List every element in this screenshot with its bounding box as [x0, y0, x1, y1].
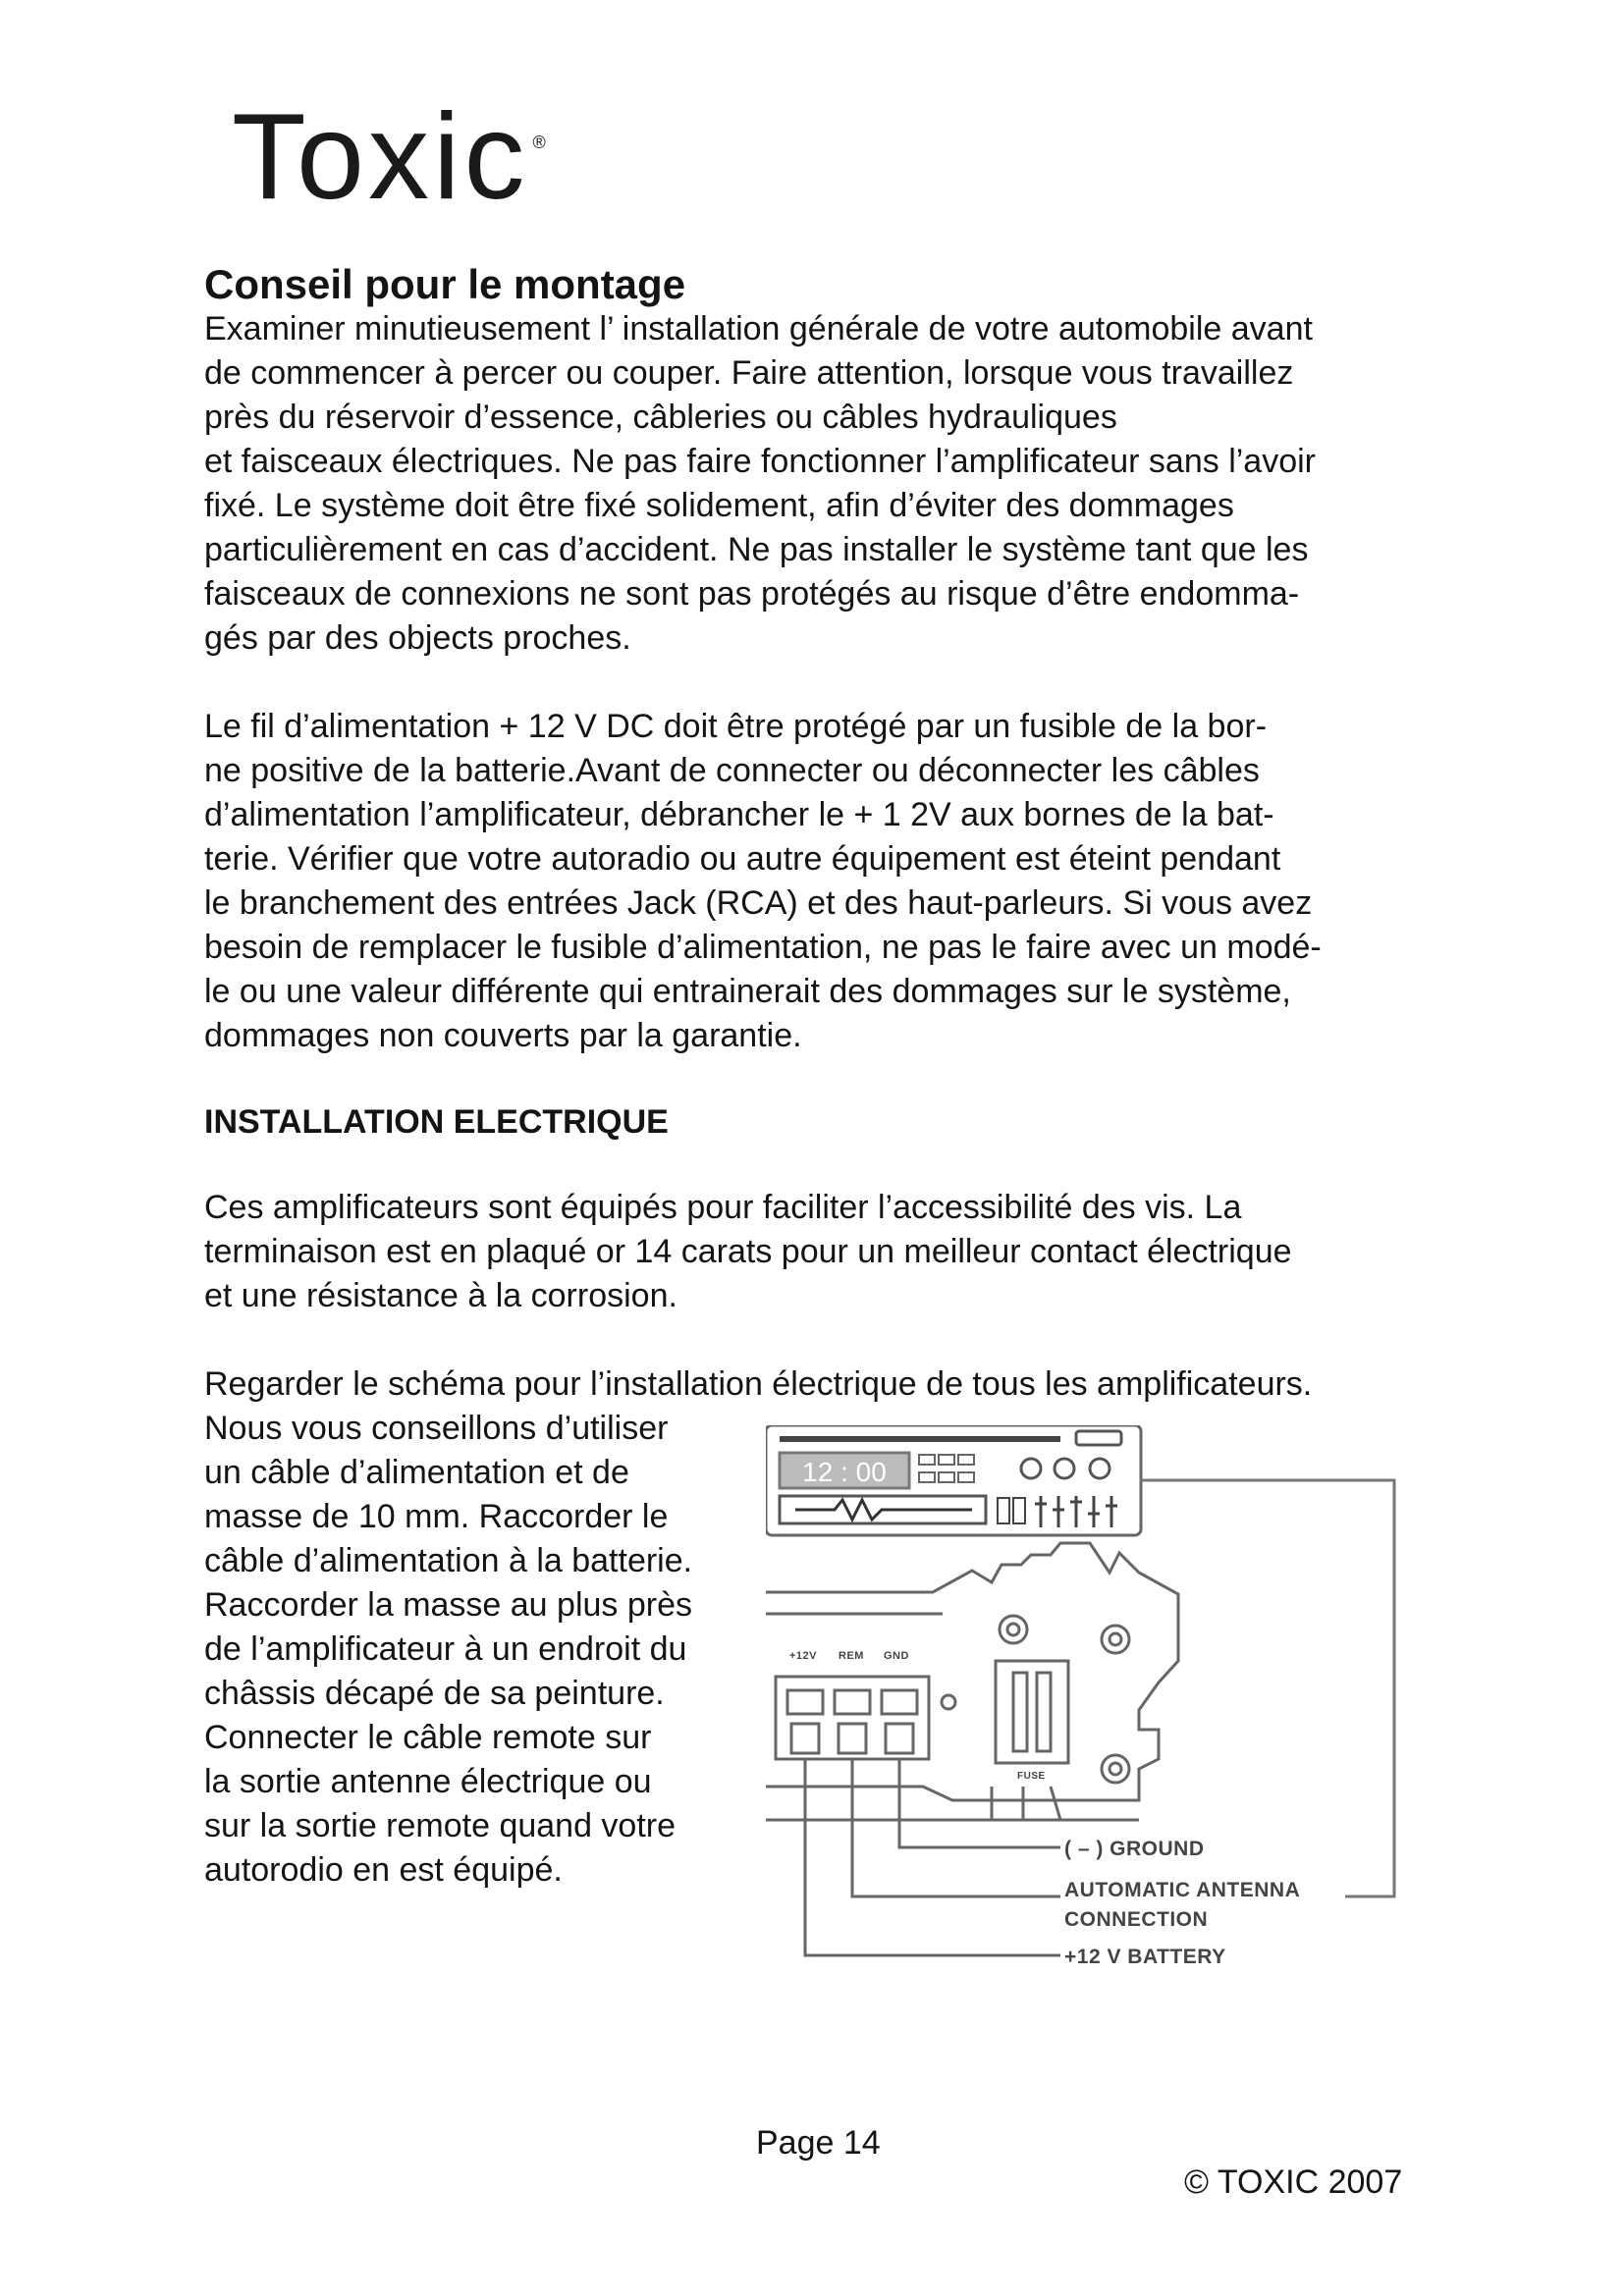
toxic-logo — [232, 89, 550, 225]
text-line: fixé. Le système doit être fixé solidement, afin d’éviter des dommages — [204, 487, 1234, 524]
fuse-label: FUSE — [1017, 1771, 1046, 1782]
section-title-montage: Conseil pour le montage — [204, 261, 686, 307]
text-line: câble d’alimentation à la batterie. — [204, 1542, 693, 1579]
text-line: et une résistance à la corrosion. — [204, 1277, 677, 1314]
text-line: Ces amplificateurs sont équipés pour faciliter l’accessibilité des vis. La — [204, 1189, 1242, 1226]
copyright: © TOXIC 2007 — [1184, 2163, 1403, 2201]
text-line: près du réservoir d’essence, câbleries ou câbles hydrauliques — [204, 399, 1117, 436]
antenna-label-line1: AUTOMATIC ANTENNA — [1064, 1879, 1301, 1901]
terminal-label-12v: +12V — [789, 1650, 817, 1662]
radio-display-text: 12 : 00 — [802, 1457, 887, 1487]
terminal-label-gnd: GND — [884, 1650, 909, 1662]
text-line: besoin de remplacer le fusible d’alimentation, ne pas le faire avec un modé- — [204, 929, 1322, 966]
text-line: Examiner minutieusement l’ installation générale de votre automobile avant — [204, 310, 1313, 347]
text-line: faisceaux de connexions ne sont pas protégés au risque d’être endomma- — [204, 575, 1300, 613]
text-line: sur la sortie remote quand votre — [204, 1807, 677, 1844]
text-line: particulièrement en cas d’accident. Ne pas installer le système tant que les — [204, 531, 1309, 568]
logo-text: Toxic — [232, 89, 529, 225]
text-line: de l’amplificateur à un endroit du — [204, 1630, 687, 1668]
text-line: d’alimentation l’amplificateur, débrancher le + 1 2V aux bornes de la bat- — [204, 796, 1274, 833]
text-line: terminaison est en plaqué or 14 carats pour un meilleur contact électrique — [204, 1233, 1292, 1270]
text-line: le ou une valeur différente qui entrainerait des dommages sur le système, — [204, 973, 1291, 1010]
remote-wire — [1141, 1480, 1394, 1896]
battery-label: +12 V BATTERY — [1064, 1946, 1226, 1968]
text-line: châssis décapé de sa peinture. — [204, 1675, 665, 1712]
text-line: ne positive de la batterie.Avant de connecter ou déconnecter les câbles — [204, 752, 1260, 789]
ground-label: ( – ) GROUND — [1064, 1838, 1205, 1860]
text-line: la sortie antenne électrique ou — [204, 1763, 652, 1800]
wiring-diagram — [766, 1425, 1414, 1985]
text-line: masse de 10 mm. Raccorder le — [204, 1498, 669, 1535]
text-line: Connecter le câble remote sur — [204, 1719, 652, 1756]
text-line: gés par des objects proches. — [204, 619, 631, 657]
amplifier-illustration — [766, 1543, 1178, 1820]
text-line: Raccorder la masse au plus près — [204, 1586, 693, 1624]
text-line: Regarder le schéma pour l’installation électrique de tous les amplificateurs. — [204, 1365, 1313, 1403]
terminal-label-rem: REM — [839, 1650, 864, 1662]
text-line: et faisceaux électriques. Ne pas faire fonctionner l’amplificateur sans l’avoir — [204, 443, 1316, 480]
car-radio-illustration — [766, 1425, 1141, 1535]
text-line: Nous vous conseillons d’utiliser — [204, 1410, 669, 1447]
text-line: un câble d’alimentation et de — [204, 1454, 629, 1491]
text-line: de commencer à percer ou couper. Faire attention, lorsque vous travaillez — [204, 354, 1294, 392]
registered-mark: ® — [532, 133, 550, 152]
text-line: autorodio en est équipé. — [204, 1851, 563, 1889]
text-line: Le fil d’alimentation + 12 V DC doit être protégé par un fusible de la bor- — [204, 708, 1268, 745]
text-line: terie. Vérifier que votre autoradio ou autre équipement est éteint pendant — [204, 840, 1281, 878]
text-line: dommages non couverts par la garantie. — [204, 1017, 802, 1054]
antenna-label-line2: CONNECTION — [1064, 1908, 1209, 1931]
text-line: le branchement des entrées Jack (RCA) et des haut-parleurs. Si vous avez — [204, 884, 1313, 922]
section-title-installation: INSTALLATION ELECTRIQUE — [204, 1103, 669, 1141]
page-number: Page 14 — [756, 2124, 881, 2162]
